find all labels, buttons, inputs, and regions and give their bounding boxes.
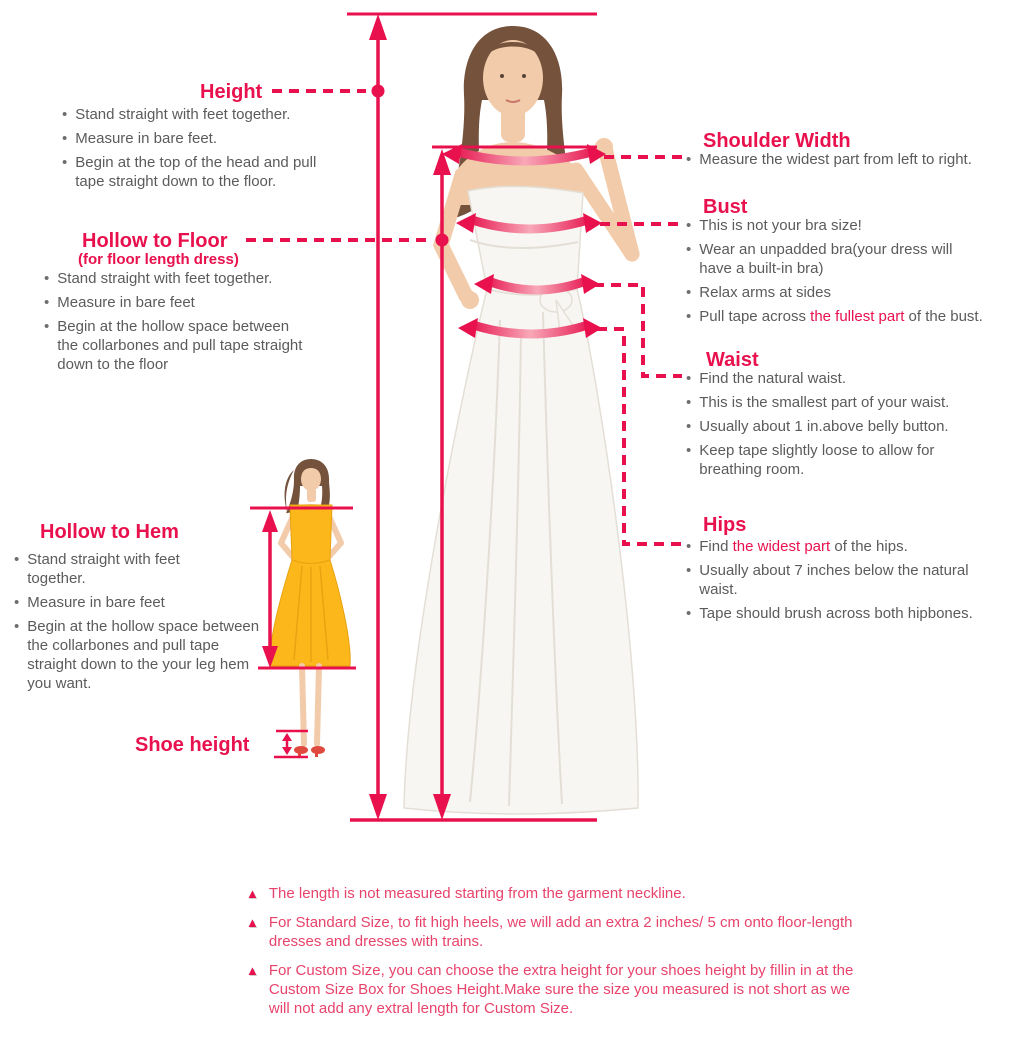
list-item [686, 369, 1006, 388]
list-item [62, 129, 322, 148]
bust-title: Bust [703, 196, 748, 218]
list-item [686, 537, 1006, 556]
bullet-text: Stand straight with feet together. [57, 270, 273, 287]
list-item [14, 550, 272, 588]
shoulder-width-title: Shoulder Width [703, 130, 851, 152]
list-item [44, 317, 324, 374]
note-text: For Standard Size, to fit high heels, we will add an extra 2 inches/ 5 cm onto floor-length dresses and dresses with trains. [268, 914, 853, 950]
shoe-height-title: Shoe height [135, 734, 250, 756]
list-item [686, 561, 1006, 599]
bullet-dot-icon: • [62, 154, 68, 171]
bullet-dot-icon: • [686, 370, 692, 387]
height-title: Height [200, 81, 263, 103]
bullet-dot-icon: • [686, 605, 692, 622]
bullet-dot-icon: • [686, 394, 692, 411]
bullet-dot-icon: • [686, 538, 692, 555]
bullet-dot-icon: • [62, 106, 68, 123]
bullet-dot-icon: • [14, 594, 20, 611]
bullet-dot-icon: • [44, 294, 50, 311]
bullet-text-pre: Find [699, 538, 733, 555]
bullet-dot-icon: • [44, 318, 50, 335]
list-item [686, 393, 1006, 412]
bullet-text: Wear an unpadded bra(your dress will have a built-in bra) [699, 241, 953, 277]
bullet-dot-icon: • [686, 284, 692, 301]
list-item [62, 153, 322, 191]
note-text: For Custom Size, you can choose the extra height for your shoes height by fillin in at the Custom Size Box for Shoes Height.Make sure the size you measured is not short as we will not add any extral length for Custom Size. [268, 962, 854, 1017]
list-item [686, 604, 1006, 623]
notes-list [246, 884, 906, 1028]
list-item [686, 150, 1015, 169]
bullet-dot-icon: • [686, 418, 692, 435]
bullet-text-post: of the bust. [904, 308, 983, 325]
bullet-text: Relax arms at sides [699, 284, 831, 301]
bullet-text: Begin at the hollow space between the collarbones and pull tape straight down to the your leg hem you want. [27, 618, 260, 692]
bullet-text: This is not your bra size! [699, 217, 862, 234]
bullet-dot-icon: • [686, 308, 692, 325]
warning-triangle-icon: ▲ [246, 963, 259, 978]
note-item [246, 913, 906, 951]
bullet-text: Usually about 7 inches below the natural waist. [699, 562, 969, 598]
bullet-text-highlight: the widest part [732, 538, 831, 555]
hips-bullets [686, 537, 1006, 628]
bullet-text: Find the natural waist. [699, 370, 847, 387]
bullet-text: Measure in bare feet. [75, 130, 218, 147]
bullet-dot-icon: • [686, 241, 692, 258]
height-bullets [62, 105, 322, 196]
bullet-text: Measure in bare feet [27, 594, 165, 611]
bullet-dot-icon: • [686, 442, 692, 459]
bullet-dot-icon: • [686, 217, 692, 234]
bullet-dot-icon: • [44, 270, 50, 287]
bullet-text: Measure the widest part from left to right. [699, 151, 972, 168]
bullet-text-pre: Pull tape across [699, 308, 811, 325]
bullet-dot-icon: • [62, 130, 68, 147]
bullet-text: Begin at the top of the head and pull tape straight down to the floor. [75, 154, 317, 190]
list-item [44, 293, 324, 312]
list-item [62, 105, 322, 124]
hips-title: Hips [703, 514, 747, 536]
list-item [686, 441, 1006, 479]
hollow-to-hem-bullets [14, 550, 272, 698]
shoulder-width-bullets [686, 150, 1015, 174]
waist-title: Waist [706, 349, 759, 371]
bullet-text: Stand straight with feet together. [27, 551, 180, 587]
small-model-illustration [270, 459, 350, 757]
hollow-to-floor-title: Hollow to Floor [82, 230, 228, 252]
bullet-text: Begin at the hollow space between the collarbones and pull tape straight down to the floor [57, 318, 303, 373]
list-item [686, 283, 1011, 302]
bullet-text: Usually about 1 in.above belly button. [699, 418, 949, 435]
hollow-to-floor-subtitle: (for floor length dress) [78, 251, 239, 268]
bullet-dot-icon: • [686, 151, 692, 168]
list-item [686, 417, 1006, 436]
main-model-illustration [404, 26, 638, 814]
bullet-text [699, 307, 983, 326]
warning-triangle-icon: ▲ [246, 886, 259, 901]
waist-bullets [686, 369, 1006, 484]
bust-bullets [686, 216, 1011, 331]
list-item [44, 269, 324, 288]
list-item [14, 617, 272, 693]
list-item [686, 240, 1011, 278]
bullet-text: This is the smallest part of your waist. [699, 394, 950, 411]
bullet-dot-icon: • [14, 551, 20, 568]
bullet-text [699, 537, 907, 556]
note-text: The length is not measured starting from the garment neckline. [268, 885, 686, 902]
bullet-dot-icon: • [686, 562, 692, 579]
list-item [14, 593, 272, 612]
list-item [686, 307, 1011, 326]
hollow-to-floor-bullets [44, 269, 324, 379]
warning-triangle-icon: ▲ [246, 915, 259, 930]
note-item [246, 884, 906, 903]
list-item [686, 216, 1011, 235]
bullet-text: Stand straight with feet together. [75, 106, 291, 123]
bullet-text: Tape should brush across both hipbones. [699, 605, 973, 622]
bullet-text: Measure in bare feet [57, 294, 195, 311]
hollow-to-hem-title: Hollow to Hem [40, 521, 179, 543]
bullet-text: Keep tape slightly loose to allow for breathing room. [699, 442, 935, 478]
bullet-text-highlight: the fullest part [810, 308, 905, 325]
note-item [246, 961, 906, 1018]
bullet-text-post: of the hips. [830, 538, 908, 555]
bullet-dot-icon: • [14, 618, 20, 635]
